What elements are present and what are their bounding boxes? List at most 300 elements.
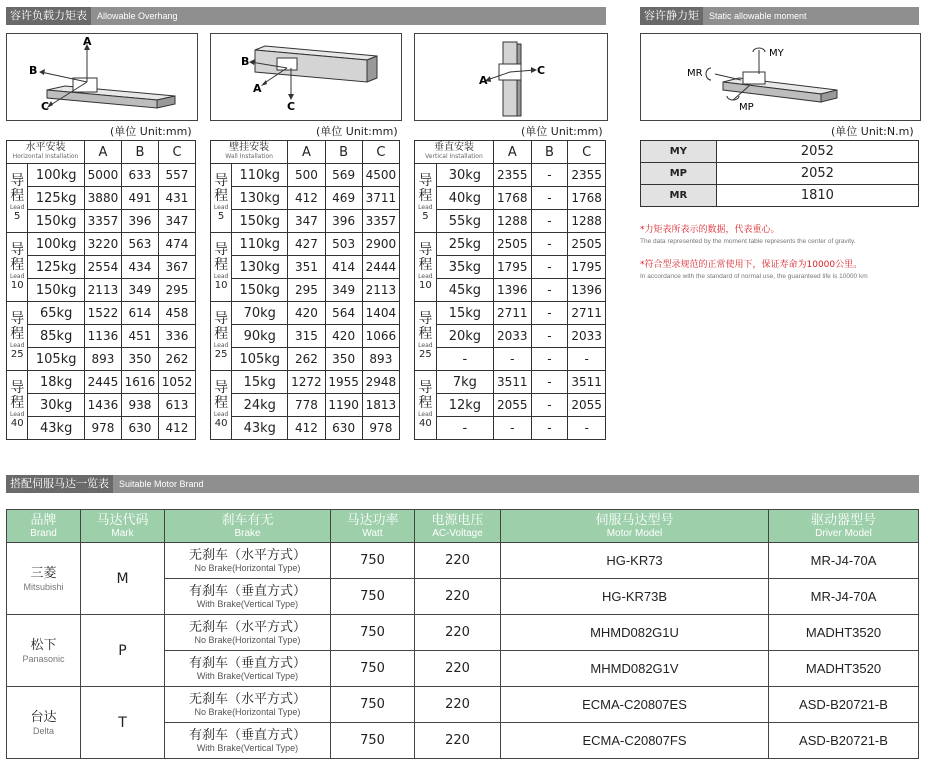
table-row — [211, 164, 400, 187]
brake-en: No Brake(Horizontal Type) — [194, 707, 301, 717]
load-weight-cell: 150kg — [232, 279, 288, 302]
lead-value: 10 — [214, 280, 228, 291]
motor-header-driver-model — [769, 510, 919, 543]
lead-text: Lead — [213, 204, 229, 211]
moment-value-cell: 557 — [158, 164, 195, 187]
moment-value-cell: 1436 — [84, 394, 121, 417]
moment-value-cell: 2355 — [493, 164, 531, 187]
brake-zh: 有刹车（垂直方式） — [188, 728, 306, 743]
lead-group-label — [211, 371, 232, 440]
load-table-2 — [414, 140, 606, 440]
moment-value-cell: 1616 — [121, 371, 158, 394]
moment-value-cell: - — [531, 371, 568, 394]
guide-char-1: 导 — [214, 173, 229, 189]
moment-value-cell: 1272 — [288, 371, 325, 394]
voltage-cell: 220 — [415, 543, 501, 579]
note2-en: In accordance with the standard of normal use, the guaranteed life is 10000 km — [640, 273, 868, 280]
brake-zh: 无刹车（水平方式） — [188, 548, 306, 563]
guide-char-1: 导 — [10, 380, 25, 396]
load-weight-cell: - — [436, 348, 493, 371]
table-row — [415, 417, 606, 440]
moment-value-cell: 1813 — [362, 394, 399, 417]
moment-value-cell: 1396 — [568, 279, 606, 302]
moment-value-cell: 427 — [288, 233, 325, 256]
static-section-header — [640, 7, 919, 25]
table-row — [641, 163, 919, 185]
moment-value-cell: 1190 — [325, 394, 362, 417]
table-row — [7, 543, 919, 579]
load-table-header-row — [211, 141, 400, 164]
load-weight-cell: 100kg — [28, 164, 85, 187]
lead-group-label — [415, 302, 437, 371]
moment-value-cell: 1404 — [362, 302, 399, 325]
moment-value-cell: 2948 — [362, 371, 399, 394]
motor-model-cell: ECMA-C20807ES — [501, 687, 769, 723]
lead-group-label — [211, 164, 232, 233]
table-row — [415, 394, 606, 417]
watt-cell: 750 — [331, 687, 415, 723]
motor-section-header — [6, 475, 919, 493]
load-weight-cell: 24kg — [232, 394, 288, 417]
motor-header-motor-model — [501, 510, 769, 543]
watt-cell: 750 — [331, 723, 415, 759]
lead-group-label — [415, 233, 437, 302]
lead-text: Lead — [9, 204, 25, 211]
table-row — [7, 348, 196, 371]
guide-char-1: 导 — [214, 242, 229, 258]
brake-cell — [165, 579, 331, 615]
voltage-cell: 220 — [415, 615, 501, 651]
moment-value-cell: 350 — [325, 348, 362, 371]
moment-value-cell: 349 — [121, 279, 158, 302]
unit-nm: (单位 Unit:N.m) — [831, 125, 914, 138]
lead-text: Lead — [418, 411, 433, 418]
moment-value-cell: 491 — [121, 187, 158, 210]
moment-value-cell: 1955 — [325, 371, 362, 394]
load-weight-cell: 90kg — [232, 325, 288, 348]
moment-value-cell: 1795 — [568, 256, 606, 279]
table-row — [211, 417, 400, 440]
moment-label-mr: MR — [687, 68, 703, 79]
table-row — [415, 187, 606, 210]
moment-value-cell: 347 — [158, 210, 195, 233]
moment-value-cell: 474 — [158, 233, 195, 256]
moment-value-cell: 633 — [121, 164, 158, 187]
overhang-section-header — [6, 7, 606, 25]
motor-model-cell: HG-KR73B — [501, 579, 769, 615]
overhang-title-en: Allowable Overhang — [97, 11, 178, 21]
load-table-header-row — [7, 141, 196, 164]
table-row — [7, 325, 196, 348]
table-row — [415, 348, 606, 371]
unit-mm-vertical: (单位 Unit:mm) — [521, 125, 603, 138]
brand-cell — [7, 615, 81, 687]
wall-diagram — [210, 33, 402, 121]
moment-value-cell: 1066 — [362, 325, 399, 348]
lead-text: Lead — [213, 411, 229, 418]
motor-model-cell: HG-KR73 — [501, 543, 769, 579]
vertical-actuator-drawing — [415, 34, 607, 120]
load-weight-cell: 110kg — [232, 233, 288, 256]
moment-value-cell: - — [568, 348, 606, 371]
guide-char-1: 导 — [10, 173, 25, 189]
moment-value-cell: 2055 — [568, 394, 606, 417]
wall-label-c: C — [287, 100, 296, 113]
motor-header-brand — [7, 510, 81, 543]
moment-value-cell: 978 — [362, 417, 399, 440]
lead-value: 25 — [10, 349, 24, 360]
moment-label-mp: MP — [739, 102, 754, 113]
driver-model-cell: MR-J4-70A — [769, 579, 919, 615]
table-row — [415, 210, 606, 233]
load-weight-cell: 130kg — [232, 256, 288, 279]
moment-value-cell: 3511 — [493, 371, 531, 394]
moment-value-cell: - — [531, 417, 568, 440]
brand-zh: 三菱 — [30, 565, 57, 581]
brand-zh: 松下 — [30, 637, 57, 653]
moment-value-cell: 3357 — [84, 210, 121, 233]
install-type-zh: 水平安装 — [25, 142, 66, 153]
guide-char-1: 导 — [10, 311, 25, 327]
unit-mm-horizontal: (单位 Unit:mm) — [110, 125, 192, 138]
guide-char-1: 导 — [214, 380, 229, 396]
guide-char-1: 导 — [418, 311, 433, 327]
driver-model-cell: MADHT3520 — [769, 651, 919, 687]
lead-group-label — [7, 302, 28, 371]
brand-zh: 台达 — [30, 709, 57, 725]
moment-value-cell: - — [531, 210, 568, 233]
vertical-diagram — [414, 33, 608, 121]
moment-value-cell: 1288 — [568, 210, 606, 233]
wall-label-b: B — [241, 55, 250, 68]
header-en: AC-Voltage — [432, 527, 483, 539]
moment-value-cell: 2444 — [362, 256, 399, 279]
table-row — [211, 348, 400, 371]
table-row — [211, 394, 400, 417]
table-row — [7, 417, 196, 440]
load-weight-cell: 30kg — [436, 164, 493, 187]
moment-key-cell: MR — [641, 185, 717, 207]
table-row — [415, 325, 606, 348]
table-row — [211, 371, 400, 394]
table-row — [415, 302, 606, 325]
brake-en: No Brake(Horizontal Type) — [194, 635, 301, 645]
install-type-en: Wall Installation — [225, 153, 273, 160]
moment-value-cell: 569 — [325, 164, 362, 187]
column-header-c: C — [158, 141, 195, 164]
moment-value-cell: 2505 — [493, 233, 531, 256]
guide-char-2: 程 — [214, 395, 229, 411]
load-weight-cell: 130kg — [232, 187, 288, 210]
moment-label-my: MY — [769, 48, 784, 59]
guide-char-2: 程 — [10, 257, 25, 273]
horizontal-label-c: C — [41, 100, 50, 113]
note2-zh: *符合型录规范的正常使用下，保证寿命为10000公里。 — [640, 260, 863, 270]
moment-value-cell: 350 — [121, 348, 158, 371]
voltage-cell: 220 — [415, 651, 501, 687]
moment-value-cell: 2355 — [568, 164, 606, 187]
motor-model-cell: MHMD082G1V — [501, 651, 769, 687]
lead-group-label — [415, 371, 437, 440]
moment-value-cell: 2113 — [362, 279, 399, 302]
moment-value-cell: 1396 — [493, 279, 531, 302]
moment-value-cell: - — [531, 325, 568, 348]
moment-value-cell: 412 — [288, 417, 325, 440]
moment-value-cell: 1810 — [716, 185, 918, 207]
table-row — [415, 279, 606, 302]
guide-char-2: 程 — [214, 188, 229, 204]
header-zh: 刹车有无 — [221, 512, 274, 528]
static-title-en: Static allowable moment — [709, 11, 807, 21]
moment-value-cell: 1052 — [158, 371, 195, 394]
moment-value-cell: 1795 — [493, 256, 531, 279]
guide-char-1: 导 — [418, 380, 433, 396]
moment-value-cell: - — [531, 348, 568, 371]
load-weight-cell: 70kg — [232, 302, 288, 325]
lead-text: Lead — [418, 273, 433, 280]
load-weight-cell: 150kg — [28, 210, 85, 233]
moment-value-cell: 2033 — [568, 325, 606, 348]
table-row — [7, 279, 196, 302]
table-row — [7, 164, 196, 187]
mark-cell: P — [81, 615, 165, 687]
moment-value-cell: 295 — [158, 279, 195, 302]
lead-group-label — [7, 233, 28, 302]
motor-header-ac-voltage — [415, 510, 501, 543]
moment-value-cell: 434 — [121, 256, 158, 279]
brake-zh: 有刹车（垂直方式） — [188, 584, 306, 599]
voltage-cell: 220 — [415, 579, 501, 615]
horizontal-actuator-drawing — [7, 34, 197, 120]
moment-value-cell: 564 — [325, 302, 362, 325]
vertical-label-c: C — [537, 64, 546, 77]
moment-value-cell: 2055 — [493, 394, 531, 417]
moment-value-cell: 295 — [288, 279, 325, 302]
moment-value-cell: - — [568, 417, 606, 440]
motor-brand-table — [6, 509, 919, 759]
note1-zh: *力矩表所表示的数据，代表重心。 — [640, 225, 780, 235]
note-guaranteed-life — [640, 257, 868, 280]
voltage-cell: 220 — [415, 687, 501, 723]
column-header-a: A — [84, 141, 121, 164]
lead-value: 5 — [217, 211, 225, 222]
moment-value-cell: 351 — [288, 256, 325, 279]
moment-value-cell: 2711 — [568, 302, 606, 325]
moment-key-cell: MY — [641, 141, 717, 163]
guide-char-2: 程 — [418, 257, 433, 273]
table-row — [641, 141, 919, 163]
moment-value-cell: 451 — [121, 325, 158, 348]
brand-en: Panasonic — [22, 653, 65, 664]
table-row — [211, 279, 400, 302]
lead-text: Lead — [213, 342, 229, 349]
moment-value-cell: 315 — [288, 325, 325, 348]
lead-text: Lead — [418, 204, 433, 211]
brand-cell — [7, 543, 81, 615]
table-row — [7, 394, 196, 417]
moment-value-cell: 414 — [325, 256, 362, 279]
overhang-title-zh: 容许负载力矩表 — [6, 7, 91, 25]
brake-cell — [165, 615, 331, 651]
watt-cell: 750 — [331, 543, 415, 579]
column-header-a: A — [493, 141, 531, 164]
voltage-cell: 220 — [415, 723, 501, 759]
load-weight-cell: 40kg — [436, 187, 493, 210]
table-row — [211, 210, 400, 233]
driver-model-cell: MADHT3520 — [769, 615, 919, 651]
brake-en: With Brake(Vertical Type) — [196, 599, 299, 609]
brake-en: With Brake(Vertical Type) — [196, 671, 299, 681]
load-table-0 — [6, 140, 196, 440]
moment-value-cell: 938 — [121, 394, 158, 417]
moment-value-cell: 563 — [121, 233, 158, 256]
guide-char-2: 程 — [10, 326, 25, 342]
table-row — [211, 233, 400, 256]
moment-value-cell: - — [531, 164, 568, 187]
install-type-en: Horizontal Installation — [12, 153, 79, 160]
moment-value-cell: 1288 — [493, 210, 531, 233]
guide-char-2: 程 — [214, 257, 229, 273]
wall-actuator-drawing — [211, 34, 401, 120]
moment-value-cell: - — [493, 417, 531, 440]
brand-en: Delta — [32, 725, 54, 736]
install-type-en: Vertical Installation — [425, 153, 483, 160]
load-weight-cell: 20kg — [436, 325, 493, 348]
column-header-b: B — [531, 141, 568, 164]
brake-cell — [165, 687, 331, 723]
table-row — [211, 325, 400, 348]
header-zh: 电源电压 — [431, 512, 484, 528]
moment-value-cell: 349 — [325, 279, 362, 302]
moment-value-cell: 2052 — [716, 141, 918, 163]
brake-cell — [165, 543, 331, 579]
table-row — [7, 687, 919, 723]
table-row — [211, 256, 400, 279]
install-type-header — [415, 141, 494, 164]
load-weight-cell: 100kg — [28, 233, 85, 256]
load-weight-cell: 110kg — [232, 164, 288, 187]
moment-value-cell: 614 — [121, 302, 158, 325]
load-weight-cell: - — [436, 417, 493, 440]
moment-value-cell: 2052 — [716, 163, 918, 185]
moment-value-cell: - — [493, 348, 531, 371]
driver-model-cell: ASD-B20721-B — [769, 723, 919, 759]
moment-value-cell: 2711 — [493, 302, 531, 325]
motor-title-en: Suitable Motor Brand — [119, 479, 204, 489]
load-weight-cell: 105kg — [232, 348, 288, 371]
brake-zh: 有刹车（垂直方式） — [188, 656, 306, 671]
header-en: Brake — [234, 527, 261, 539]
moment-value-cell: 893 — [84, 348, 121, 371]
guide-char-2: 程 — [418, 188, 433, 204]
moment-value-cell: 613 — [158, 394, 195, 417]
moment-value-cell: - — [531, 187, 568, 210]
table-row — [415, 256, 606, 279]
lead-value: 25 — [214, 349, 228, 360]
brake-cell — [165, 651, 331, 687]
header-zh: 马达功率 — [346, 512, 399, 528]
guide-char-1: 导 — [418, 242, 433, 258]
load-weight-cell: 45kg — [436, 279, 493, 302]
brand-en: Mitsubishi — [23, 581, 64, 592]
moment-value-cell: 3511 — [568, 371, 606, 394]
guide-char-1: 导 — [214, 311, 229, 327]
moment-value-cell: 2554 — [84, 256, 121, 279]
moment-value-cell: - — [531, 394, 568, 417]
moment-value-cell: 978 — [84, 417, 121, 440]
lead-value: 40 — [214, 418, 228, 429]
load-weight-cell: 105kg — [28, 348, 85, 371]
moment-value-cell: 2505 — [568, 233, 606, 256]
header-en: Brand — [30, 527, 57, 539]
table-row — [641, 185, 919, 207]
moment-value-cell: 778 — [288, 394, 325, 417]
note1-en: The data represented by the moment table represents the center of gravity. — [640, 238, 856, 245]
header-en: Motor Model — [606, 527, 663, 539]
moment-actuator-drawing — [641, 34, 920, 120]
mark-cell: M — [81, 543, 165, 615]
load-weight-cell: 30kg — [28, 394, 85, 417]
vertical-label-a: A — [479, 74, 488, 87]
moment-value-cell: 420 — [325, 325, 362, 348]
lead-text: Lead — [418, 342, 433, 349]
motor-model-cell: ECMA-C20807FS — [501, 723, 769, 759]
load-weight-cell: 150kg — [28, 279, 85, 302]
header-en: Watt — [362, 527, 383, 539]
install-type-header — [7, 141, 85, 164]
load-weight-cell: 25kg — [436, 233, 493, 256]
install-type-zh: 垂直安装 — [433, 142, 474, 153]
column-header-c: C — [568, 141, 606, 164]
load-table-header-row — [415, 141, 606, 164]
guide-char-1: 导 — [418, 173, 433, 189]
table-row — [415, 233, 606, 256]
moment-value-cell: 1522 — [84, 302, 121, 325]
driver-model-cell: MR-J4-70A — [769, 543, 919, 579]
driver-model-cell: ASD-B20721-B — [769, 687, 919, 723]
moment-value-cell: 458 — [158, 302, 195, 325]
brake-en: With Brake(Vertical Type) — [196, 743, 299, 753]
lead-text: Lead — [9, 342, 25, 349]
load-weight-cell: 15kg — [232, 371, 288, 394]
load-weight-cell: 7kg — [436, 371, 493, 394]
moment-value-cell: 2900 — [362, 233, 399, 256]
guide-char-2: 程 — [418, 326, 433, 342]
lead-value: 5 — [14, 211, 21, 222]
motor-header-watt — [331, 510, 415, 543]
load-weight-cell: 43kg — [28, 417, 85, 440]
moment-value-cell: 431 — [158, 187, 195, 210]
moment-value-cell: 893 — [362, 348, 399, 371]
install-type-zh: 壁挂安装 — [229, 142, 270, 153]
load-weight-cell: 43kg — [232, 417, 288, 440]
moment-value-cell: - — [531, 302, 568, 325]
brake-zh: 无刹车（水平方式） — [188, 620, 306, 635]
moment-value-cell: 630 — [325, 417, 362, 440]
column-header-b: B — [121, 141, 158, 164]
lead-text: Lead — [9, 411, 25, 418]
moment-value-cell: 262 — [288, 348, 325, 371]
column-header-b: B — [325, 141, 362, 164]
lead-text: Lead — [9, 273, 25, 280]
lead-group-label — [211, 302, 232, 371]
moment-value-cell: 500 — [288, 164, 325, 187]
header-zh: 品牌 — [30, 512, 57, 528]
horizontal-diagram — [6, 33, 198, 121]
table-row — [211, 302, 400, 325]
moment-value-cell: 336 — [158, 325, 195, 348]
load-weight-cell: 18kg — [28, 371, 85, 394]
